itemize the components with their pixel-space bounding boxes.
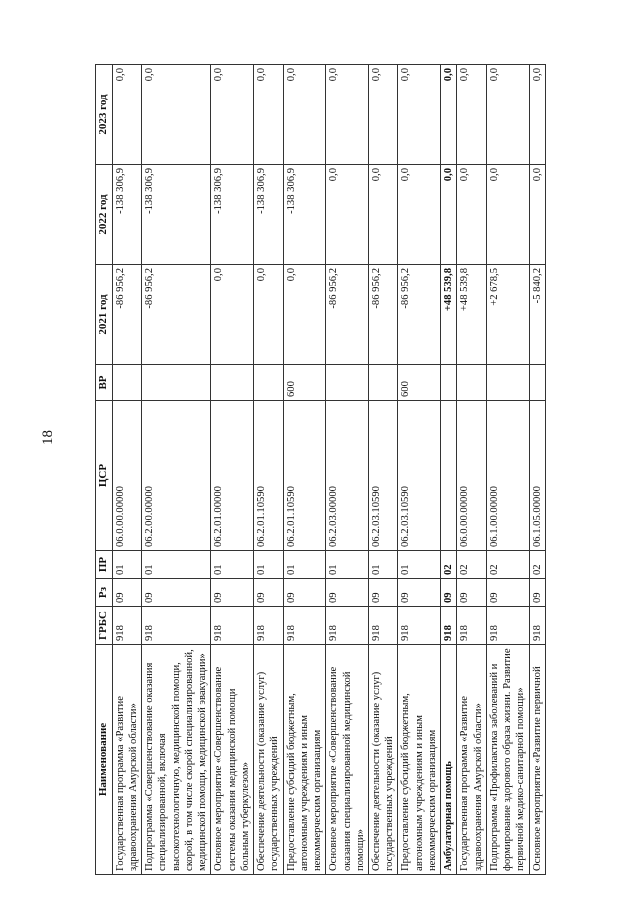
cell-2021: -5 840,2 (529, 265, 545, 365)
header-pr: ПР (96, 551, 113, 579)
cell-pr: 01 (254, 551, 283, 579)
cell-rz: 09 (254, 579, 283, 607)
header-2021: 2021 год (96, 265, 113, 365)
cell-name: Государственная программа «Развитие здравоохранения Амурской области» (112, 645, 141, 875)
cell-vr (326, 365, 369, 401)
cell-pr: 01 (142, 551, 211, 579)
cell-pr: 01 (283, 551, 326, 579)
cell-grbs: 918 (326, 607, 369, 645)
cell-vr (529, 365, 545, 401)
cell-2023: 0,0 (457, 65, 486, 165)
cell-name: Подпрограмма «Совершенствование оказания специализированной, включая высокотехнологичную, медицинской помощи, скорой, в том числе скорой специализированной, медицинской помощи, медицинской эвакуации» (142, 645, 211, 875)
cell-name: Подпрограмма «Профилактика заболеваний и формирование здорового образа жизни. Развитие первичной медико-санитарной помощи» (486, 645, 529, 875)
cell-grbs: 918 (368, 607, 397, 645)
cell-pr: 01 (326, 551, 369, 579)
cell-2021: 0,0 (254, 265, 283, 365)
cell-2022: -138 306,9 (142, 165, 211, 265)
header-rz: Рз (96, 579, 113, 607)
cell-2023: 0,0 (283, 65, 326, 165)
budget-table (95, 64, 546, 875)
cell-rz: 09 (142, 579, 211, 607)
cell-grbs: 918 (142, 607, 211, 645)
table-row (254, 65, 283, 875)
cell-2021: +48 539,8 (441, 265, 457, 365)
header-2022: 2022 год (96, 165, 113, 265)
cell-grbs: 918 (112, 607, 141, 645)
cell-2021: -86 956,2 (326, 265, 369, 365)
cell-2023: 0,0 (326, 65, 369, 165)
cell-grbs: 918 (457, 607, 486, 645)
cell-grbs: 918 (398, 607, 441, 645)
cell-name: Обеспечение деятельности (оказание услуг) государственных учреждений (368, 645, 397, 875)
cell-2022: 0,0 (398, 165, 441, 265)
rotated-table-container (95, 65, 543, 875)
cell-vr (486, 365, 529, 401)
table-header-row (96, 65, 113, 875)
cell-rz: 09 (283, 579, 326, 607)
header-2023: 2023 год (96, 65, 113, 165)
cell-2021: 0,0 (211, 265, 254, 365)
cell-2022: 0,0 (326, 165, 369, 265)
cell-grbs: 918 (486, 607, 529, 645)
cell-csr: 06.2.03.10590 (398, 401, 441, 551)
table-body (112, 65, 545, 875)
cell-2022: 0,0 (457, 165, 486, 265)
cell-rz: 09 (486, 579, 529, 607)
table-row (457, 65, 486, 875)
cell-pr: 01 (398, 551, 441, 579)
header-csr: ЦСР (96, 401, 113, 551)
cell-pr: 01 (112, 551, 141, 579)
cell-name: Основное мероприятие «Развитие первичной (529, 645, 545, 875)
cell-rz: 09 (112, 579, 141, 607)
cell-csr: 06.2.00.00000 (142, 401, 211, 551)
cell-vr (368, 365, 397, 401)
table-row (529, 65, 545, 875)
header-name: Наименование (96, 645, 113, 875)
cell-2022: 0,0 (368, 165, 397, 265)
table-row (283, 65, 326, 875)
cell-2023: 0,0 (398, 65, 441, 165)
cell-pr: 02 (486, 551, 529, 579)
cell-2021: -86 956,2 (398, 265, 441, 365)
cell-grbs: 918 (529, 607, 545, 645)
table-row (486, 65, 529, 875)
cell-2021: -86 956,2 (142, 265, 211, 365)
cell-rz: 09 (211, 579, 254, 607)
cell-2021: -86 956,2 (112, 265, 141, 365)
table-row (112, 65, 141, 875)
table-row (441, 65, 457, 875)
cell-grbs: 918 (211, 607, 254, 645)
cell-csr: 06.2.03.10590 (368, 401, 397, 551)
cell-2022: -138 306,9 (283, 165, 326, 265)
cell-name: Государственная программа «Развитие здравоохранения Амурской области» (457, 645, 486, 875)
cell-name: Предоставление субсидий бюджетным, автономным учреждениям и иным некоммерческим организациям (283, 645, 326, 875)
cell-2023: 0,0 (142, 65, 211, 165)
cell-csr: 06.2.01.00000 (211, 401, 254, 551)
cell-name: Основное мероприятие «Совершенствование оказания специализированной медицинской помощи» (326, 645, 369, 875)
cell-2022: -138 306,9 (211, 165, 254, 265)
cell-2022: -138 306,9 (112, 165, 141, 265)
cell-rz: 09 (529, 579, 545, 607)
cell-name: Обеспечение деятельности (оказание услуг) государственных учреждений (254, 645, 283, 875)
cell-csr: 06.2.03.00000 (326, 401, 369, 551)
cell-2023: 0,0 (441, 65, 457, 165)
cell-rz: 09 (368, 579, 397, 607)
cell-vr: 600 (283, 365, 326, 401)
cell-2021: +2 678,5 (486, 265, 529, 365)
cell-2023: 0,0 (529, 65, 545, 165)
cell-csr: 06.1.05.00000 (529, 401, 545, 551)
cell-2023: 0,0 (254, 65, 283, 165)
cell-csr: 06.2.01.10590 (254, 401, 283, 551)
cell-vr (211, 365, 254, 401)
page-number: 18 (40, 430, 56, 445)
cell-rz: 09 (326, 579, 369, 607)
cell-name: Основное мероприятие «Совершенствование системы оказания медицинской помощи больным туберкулезом» (211, 645, 254, 875)
cell-pr: 02 (529, 551, 545, 579)
cell-csr: 06.1.00.00000 (486, 401, 529, 551)
header-vr: ВР (96, 365, 113, 401)
table-row (326, 65, 369, 875)
cell-2021: +48 539,8 (457, 265, 486, 365)
table-row (368, 65, 397, 875)
cell-2022: 0,0 (486, 165, 529, 265)
cell-name: Предоставление субсидий бюджетным, автономным учреждениям и иным некоммерческим организациям (398, 645, 441, 875)
cell-csr: 06.0.00.00000 (112, 401, 141, 551)
cell-2023: 0,0 (368, 65, 397, 165)
cell-csr: 06.0.00.00000 (457, 401, 486, 551)
cell-pr: 02 (441, 551, 457, 579)
cell-vr (441, 365, 457, 401)
table-row (211, 65, 254, 875)
cell-rz: 09 (441, 579, 457, 607)
cell-name: Амбулаторная помощь (441, 645, 457, 875)
cell-vr: 600 (398, 365, 441, 401)
cell-2022: -138 306,9 (254, 165, 283, 265)
cell-2022: 0,0 (529, 165, 545, 265)
cell-vr (142, 365, 211, 401)
cell-pr: 01 (368, 551, 397, 579)
cell-csr: 06.2.01.10590 (283, 401, 326, 551)
cell-pr: 02 (457, 551, 486, 579)
cell-rz: 09 (457, 579, 486, 607)
cell-csr (441, 401, 457, 551)
cell-rz: 09 (398, 579, 441, 607)
table-row (142, 65, 211, 875)
cell-2022: 0,0 (441, 165, 457, 265)
header-grbs: ГРБС (96, 607, 113, 645)
cell-2021: 0,0 (283, 265, 326, 365)
cell-vr (112, 365, 141, 401)
cell-2023: 0,0 (112, 65, 141, 165)
cell-vr (254, 365, 283, 401)
cell-grbs: 918 (254, 607, 283, 645)
cell-pr: 01 (211, 551, 254, 579)
cell-vr (457, 365, 486, 401)
cell-grbs: 918 (441, 607, 457, 645)
cell-2023: 0,0 (211, 65, 254, 165)
table-row (398, 65, 441, 875)
cell-2021: -86 956,2 (368, 265, 397, 365)
cell-2023: 0,0 (486, 65, 529, 165)
cell-grbs: 918 (283, 607, 326, 645)
